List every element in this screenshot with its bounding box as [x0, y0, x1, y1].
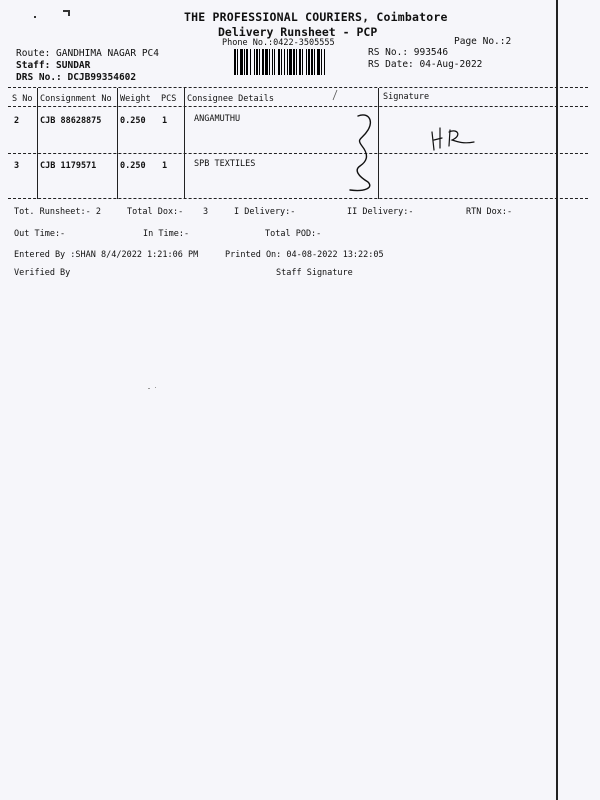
i-delivery: I Delivery:-: [234, 207, 296, 217]
route-label: Route: GANDHIMA NAGAR PC4: [16, 48, 159, 59]
scan-speck: [148, 388, 150, 389]
total-dox-value: 3: [203, 207, 209, 217]
total-pod: Total POD:-: [265, 229, 322, 239]
header-bottom-rule: [8, 106, 588, 107]
staff-signature: Staff Signature: [276, 268, 353, 278]
drs-number: DRS No.: DCJB99354602: [16, 72, 137, 83]
company-title: THE PROFESSIONAL COURIERS, Coimbatore: [184, 10, 448, 24]
scan-tick-mark: [330, 89, 340, 101]
row-consignment: CJB 1179571: [40, 161, 97, 171]
rtn-dox: RTN Dox:-: [466, 207, 513, 217]
runsheet-subtitle: Delivery Runsheet - PCP: [218, 25, 378, 39]
scan-speck: [34, 16, 36, 18]
rs-date: RS Date: 04-Aug-2022: [368, 59, 483, 70]
row-divider-rule: [8, 153, 588, 154]
row-pcs: 1: [162, 161, 168, 171]
row-consignment: CJB 88628875: [40, 116, 102, 126]
tot-runsheet: Tot. Runsheet:- 2: [14, 207, 101, 217]
staff-label: Staff: SUNDAR: [16, 60, 91, 71]
header-consignment: Consignment No: [40, 94, 112, 104]
barcode: [234, 49, 358, 75]
rs-number: RS No.: 993546: [368, 47, 449, 58]
verified-by: Verified By: [14, 268, 71, 278]
column-rule: [117, 88, 118, 199]
row-weight: 0.250: [120, 116, 146, 126]
row-pcs: 1: [162, 116, 168, 126]
header-sno: S No: [12, 94, 33, 104]
row-weight: 0.250: [120, 161, 146, 171]
column-rule: [37, 88, 38, 199]
page-edge-line: [556, 0, 558, 800]
header-consignee: Consignee Details: [187, 94, 274, 104]
row-sno: 3: [14, 161, 20, 171]
header-weight: Weight: [120, 94, 151, 104]
handwritten-bracket-signature: [340, 110, 385, 196]
ii-delivery: II Delivery:-: [347, 207, 414, 217]
in-time: In Time:-: [143, 229, 190, 239]
phone-number: Phone No.:0422-3505555: [222, 38, 335, 48]
scan-speck: [155, 387, 156, 388]
handwritten-signature: [428, 124, 498, 154]
row-consignee: ANGAMUTHU: [194, 114, 241, 124]
row-consignee: SPB TEXTILES: [194, 159, 256, 169]
entered-by: Entered By :SHAN 8/4/2022 1:21:06 PM: [14, 250, 199, 260]
column-rule: [184, 88, 185, 199]
page-number: Page No.:2: [454, 36, 512, 47]
header-signature: Signature: [383, 92, 430, 102]
out-time: Out Time:-: [14, 229, 66, 239]
total-dox-label: Total Dox:-: [127, 207, 184, 217]
row-sno: 2: [14, 116, 20, 126]
table-bottom-rule: [8, 198, 588, 199]
header-pcs: PCS: [161, 94, 177, 104]
table-top-rule: [8, 87, 588, 88]
scan-speck: [68, 10, 70, 16]
printed-on: Printed On: 04-08-2022 13:22:05: [225, 250, 384, 260]
